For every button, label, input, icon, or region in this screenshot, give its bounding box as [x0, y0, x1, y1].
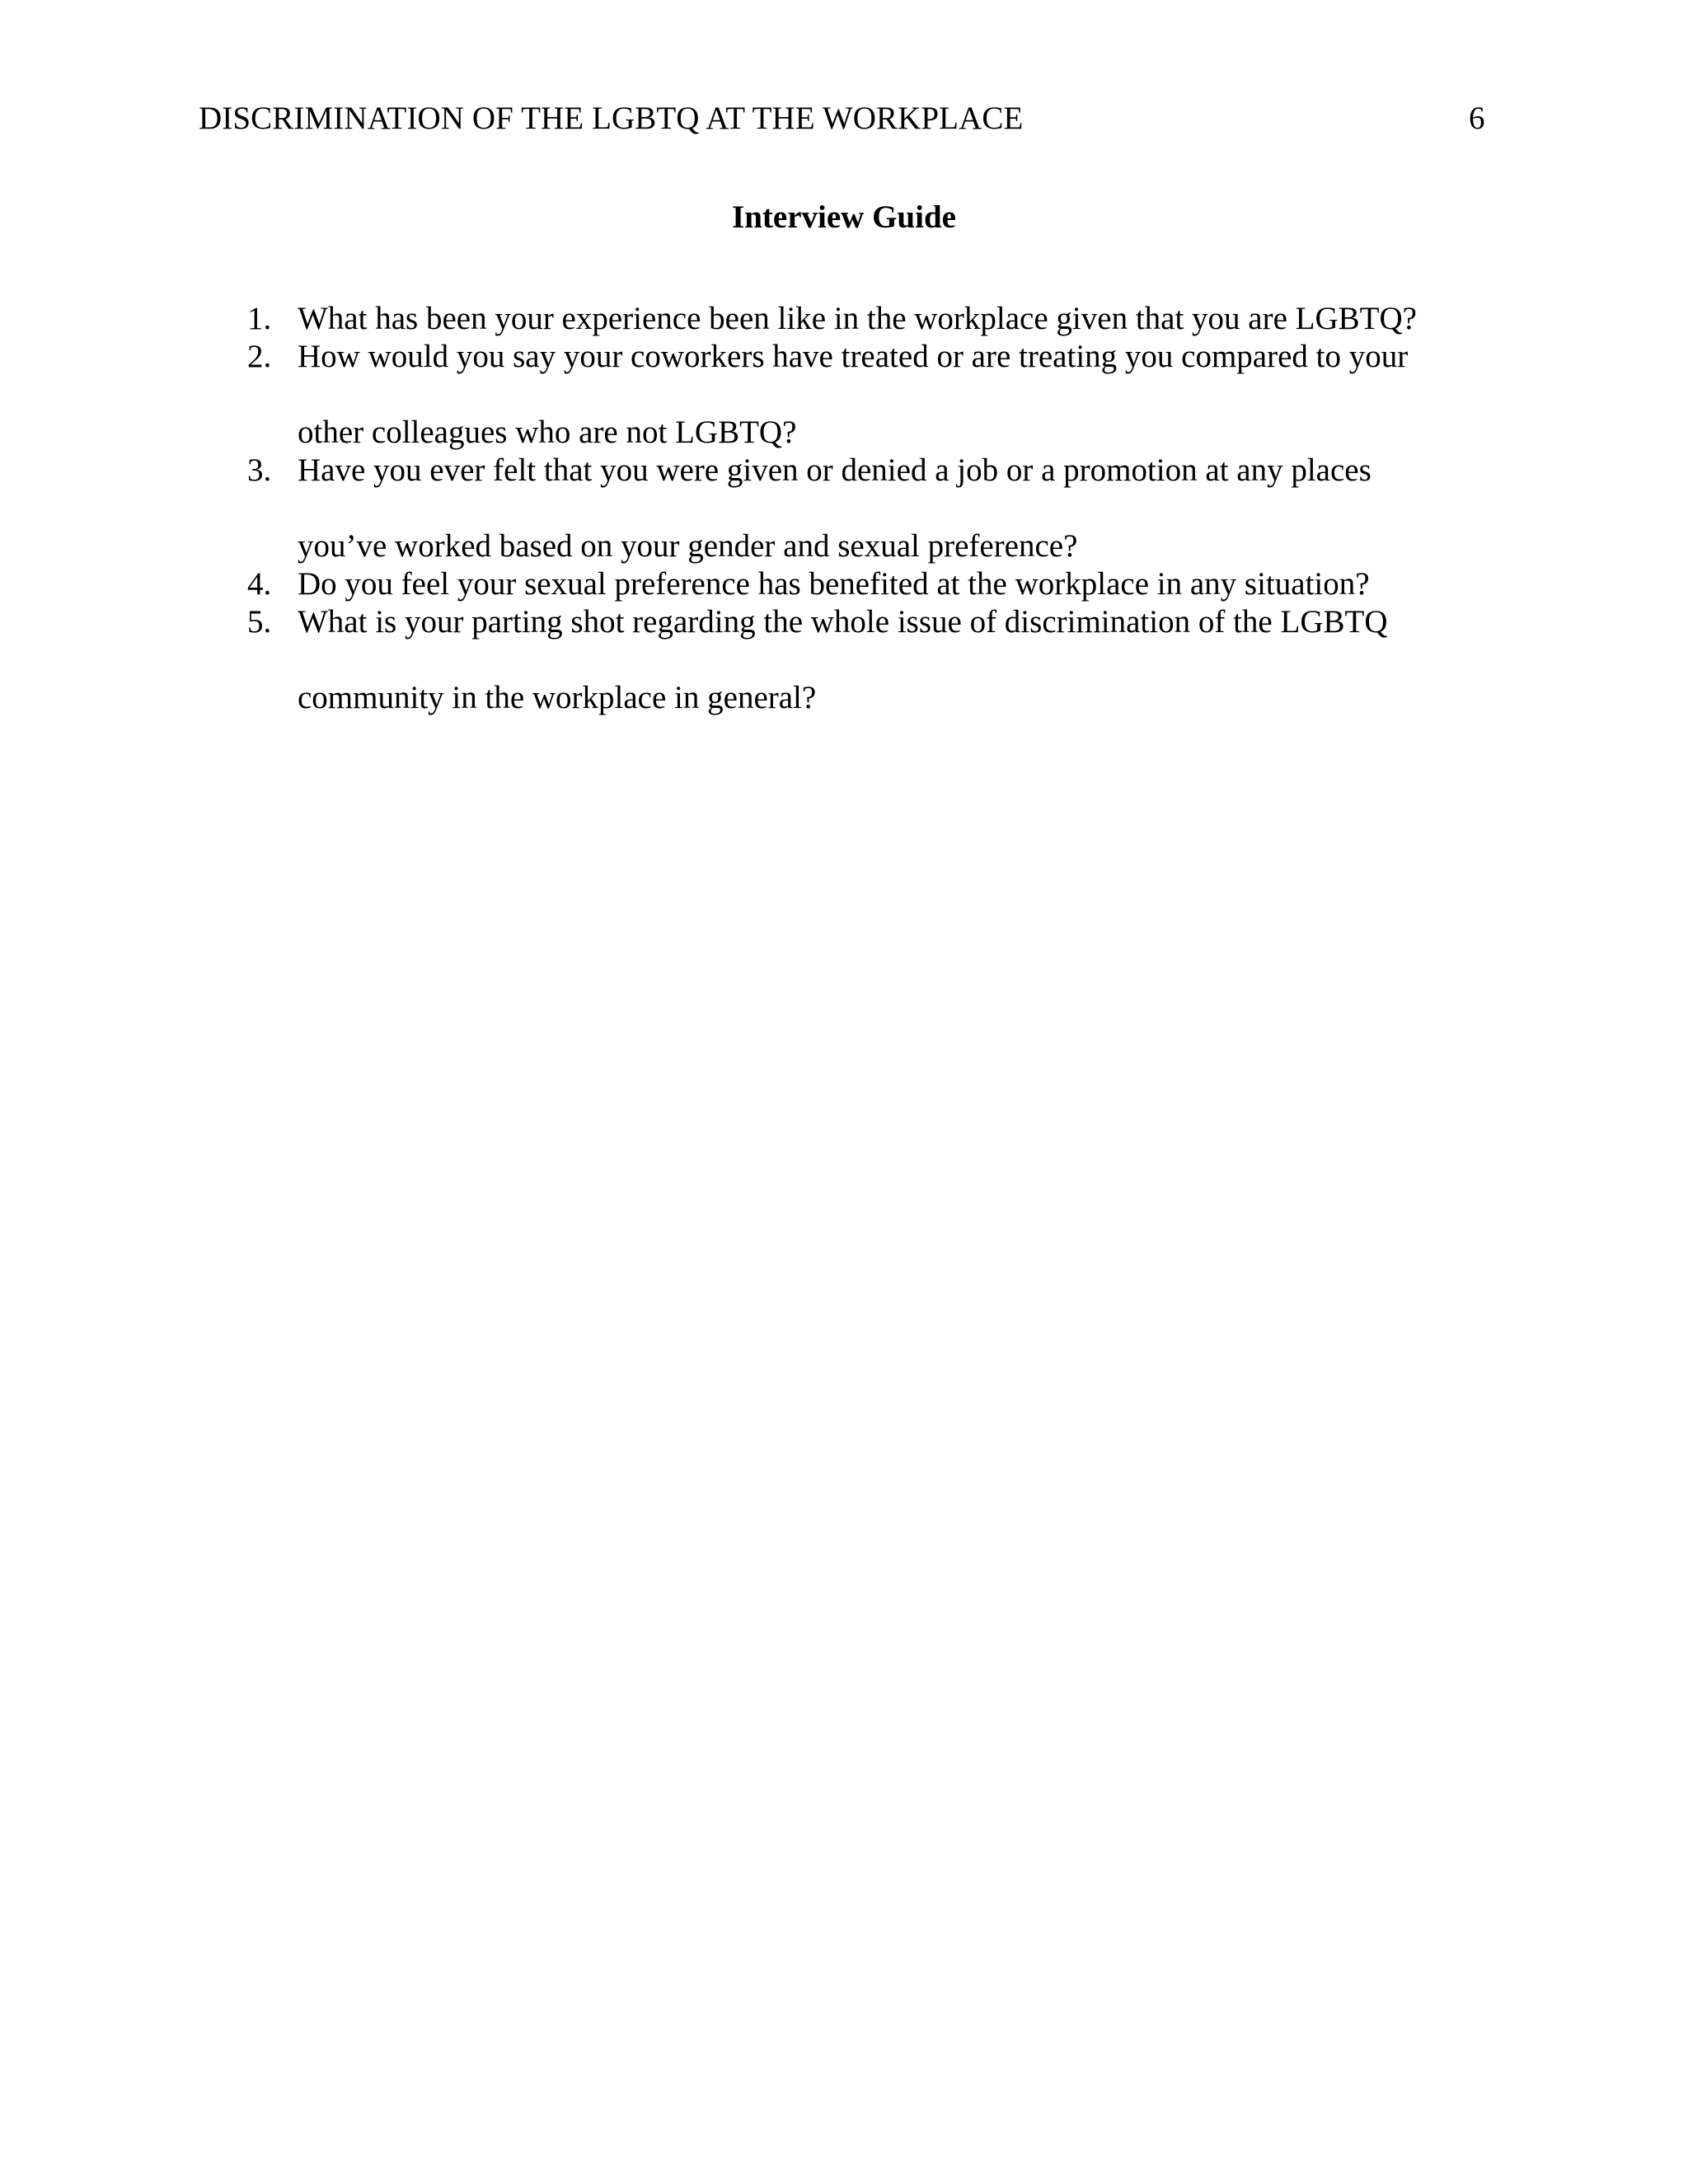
list-item-text: What is your parting shot regarding the whole issue of discrimination of the LGBTQ	[298, 604, 1388, 640]
list-item-text: What has been your experience been like in the workplace given that you are LGBTQ?	[298, 301, 1417, 336]
list-item-number: 5.	[247, 604, 272, 640]
page-title: Interview Guide	[732, 199, 956, 235]
list-item-number: 4.	[247, 566, 272, 602]
list-item	[0, 300, 1688, 338]
list-item	[0, 603, 1688, 717]
list-item-text: Have you ever felt that you were given or denied a job or a promotion at any places	[298, 452, 1372, 488]
running-head: DISCRIMINATION OF THE LGBTQ AT THE WORKPLACE	[199, 101, 1024, 136]
list-item-text-continued: you’ve worked based on your gender and sexual preference?	[298, 528, 1078, 564]
list-item	[0, 452, 1688, 565]
list-item-text-continued: community in the workplace in general?	[298, 680, 817, 715]
list-item	[0, 565, 1688, 603]
list-item	[0, 338, 1688, 452]
list-item-text: Do you feel your sexual preference has benefited at the workplace in any situation?	[298, 566, 1370, 602]
list-item-text: How would you say your coworkers have treated or are treating you compared to your	[298, 339, 1409, 374]
list-item-text-continued: other colleagues who are not LGBTQ?	[298, 415, 797, 450]
page-number: 6	[1469, 101, 1485, 136]
list-item-number: 3.	[247, 452, 272, 488]
list-item-number: 2.	[247, 339, 272, 374]
list-item-number: 1.	[247, 301, 272, 336]
